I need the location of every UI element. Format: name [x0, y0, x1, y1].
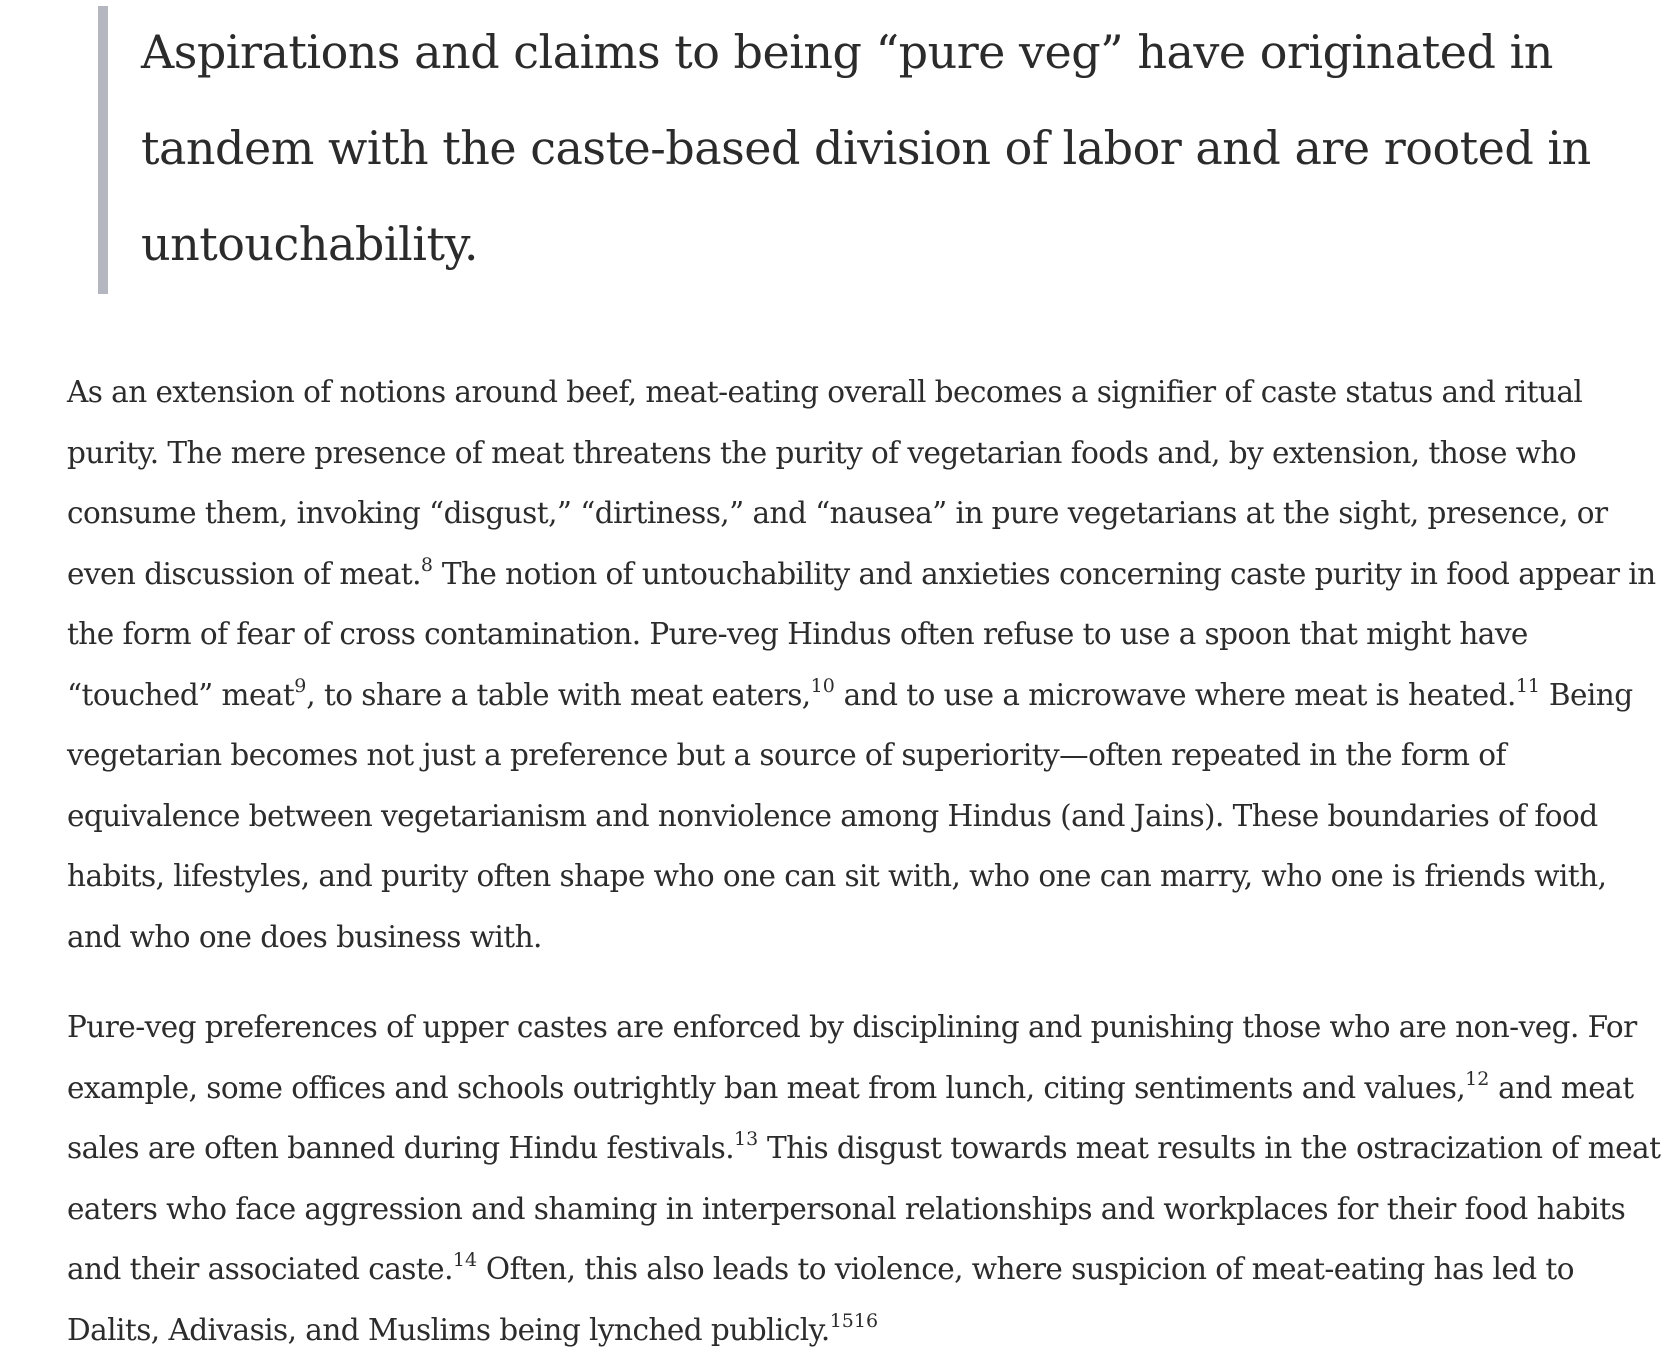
paragraph-1-text-3: , to share a table with meat eaters,	[306, 677, 811, 712]
paragraph-2-text-3: This disgust towards meat results in the ostracization of meat eaters who face aggression and shaming in interpersonal relationships and workplaces for their food habits and their associated caste.	[67, 1131, 1661, 1286]
paragraph-2-text-1: Pure-veg preferences of upper castes are enforced by disciplining and punishing those who are non-veg. For example, some offices and schools outrightly ban meat from lunch, citing sentiments and values,	[67, 1010, 1637, 1105]
footnote-ref-11[interactable]: 11	[1515, 674, 1541, 697]
paragraph-1-text-5: Being vegetarian becomes not just a preference but a source of superiority—often repeated in the form of equivalence between vegetarianism and nonviolence among Hindus (and Jains). These boundaries of food habits, lifestyles, and purity often shape who one can sit with, who one can marry, who one is friends with, and who one does business with.	[67, 677, 1633, 954]
footnote-ref-9[interactable]: 9	[294, 674, 307, 697]
footnote-ref-1516[interactable]: 1516	[829, 1309, 879, 1332]
footnote-ref-10[interactable]: 10	[810, 674, 835, 697]
footnote-ref-13[interactable]: 13	[734, 1128, 759, 1150]
paragraph-2-text-4: Often, this also leads to violence, where suspicion of meat-eating has led to Dalits, Adivasis, and Muslims being lynched publicly.	[67, 1252, 1574, 1347]
footnote-ref-8[interactable]: 8	[420, 553, 433, 576]
paragraph-1	[67, 362, 1662, 967]
paragraph-1-text-2: The notion of untouchability and anxieties concerning caste purity in food appear in the form of fear of cross contamination. Pure-veg Hindus often refuse to use a spoon that might have “touched” meat	[67, 556, 1656, 712]
pull-quote	[98, 6, 1638, 294]
paragraph-1-text-4: and to use a microwave where meat is heated.	[834, 677, 1516, 712]
paragraph-2	[67, 997, 1662, 1360]
pull-quote-text: Aspirations and claims to being “pure veg” have originated in tandem with the caste-based division of labor and are rooted in untouchability.	[141, 25, 1591, 271]
paragraph-1-text-1: As an extension of notions around beef, meat-eating overall becomes a signifier of caste status and ritual purity. The mere presence of meat threatens the purity of vegetarian foods and, by extension, those who consume them, invoking “disgust,” “dirtiness,” and “nausea” in pure vegetarians at the sight, presence, or even discussion of meat.	[67, 375, 1608, 591]
footnote-ref-12[interactable]: 12	[1465, 1067, 1490, 1090]
article-body	[67, 375, 1662, 1360]
paragraph-2-text-2: and meat sales are often banned during Hindu festivals.	[67, 1070, 1634, 1165]
footnote-ref-14[interactable]: 14	[452, 1249, 478, 1271]
